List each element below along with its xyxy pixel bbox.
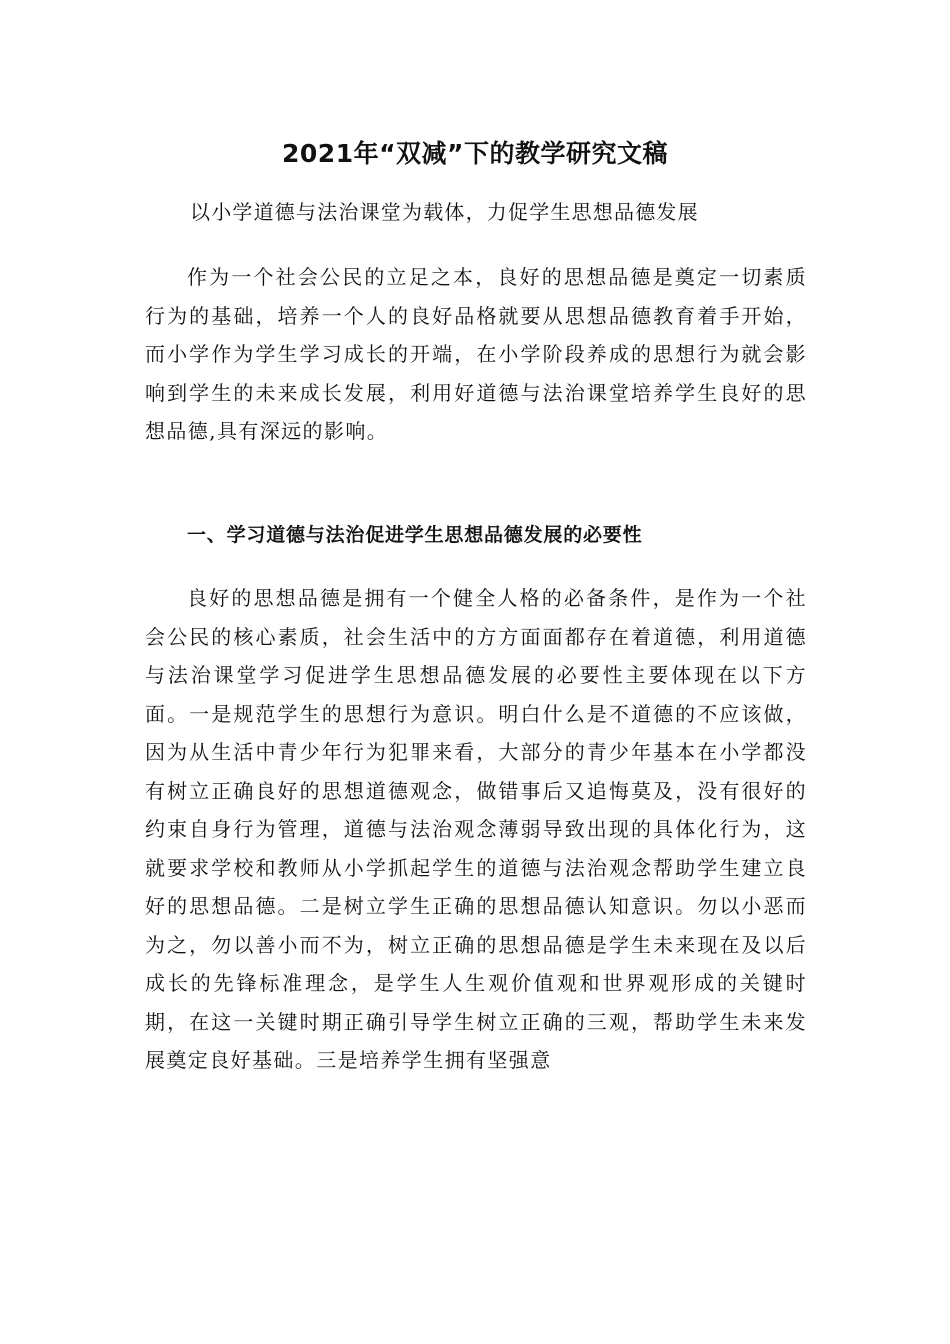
section-heading: 一、学习道德与法治促进学生思想品德发展的必要性: [187, 524, 643, 546]
document-title: 2021年“双减”下的教学研究文稿: [282, 139, 668, 168]
intro-paragraph: 作为一个社会公民的立足之本，良好的思想品德是奠定一切素质行为的基础，培养一个人的良好品格就要从思想品德教育着手开始，而小学作为学生学习成长的开端，在小学阶段养成的思想行为就会影响到学生的未来成长发展，利用好道德与法治课堂培养学生良好的思想品德,具有深远的影响。: [145, 265, 807, 443]
body-paragraph: 良好的思想品德是拥有一个健全人格的必备条件，是作为一个社会公民的核心素质，社会生活中的方方面面都存在着道德，利用道德与法治课堂学习促进学生思想品德发展的必要性主要体现在以下方面。一是规范学生的思想行为意识。明白什么是不道德的不应该做，因为从生活中青少年行为犯罪来看，大部分的青少年基本在小学都没有树立正确良好的思想道德观念，做错事后又追悔莫及，没有很好的约束自身行为管理，道德与法治观念薄弱导致出现的具体化行为，这就要求学校和教师从小学抓起学生的道德与法治观念帮助学生建立良好的思想品德。二是树立学生正确的思想品德认知意识。勿以小恶而为之，勿以善小而不为，树立正确的思想品德是学生未来现在及以后成长的先锋标准理念，是学生人生观价值观和世界观形成的关键时期，在这一关键时期正确引导学生树立正确的三观，帮助学生未来发展奠定良好基础。三是培养学生拥有坚强意: [145, 586, 807, 1072]
document-subtitle: 以小学道德与法治课堂为载体，力促学生思想品德发展: [190, 200, 699, 224]
